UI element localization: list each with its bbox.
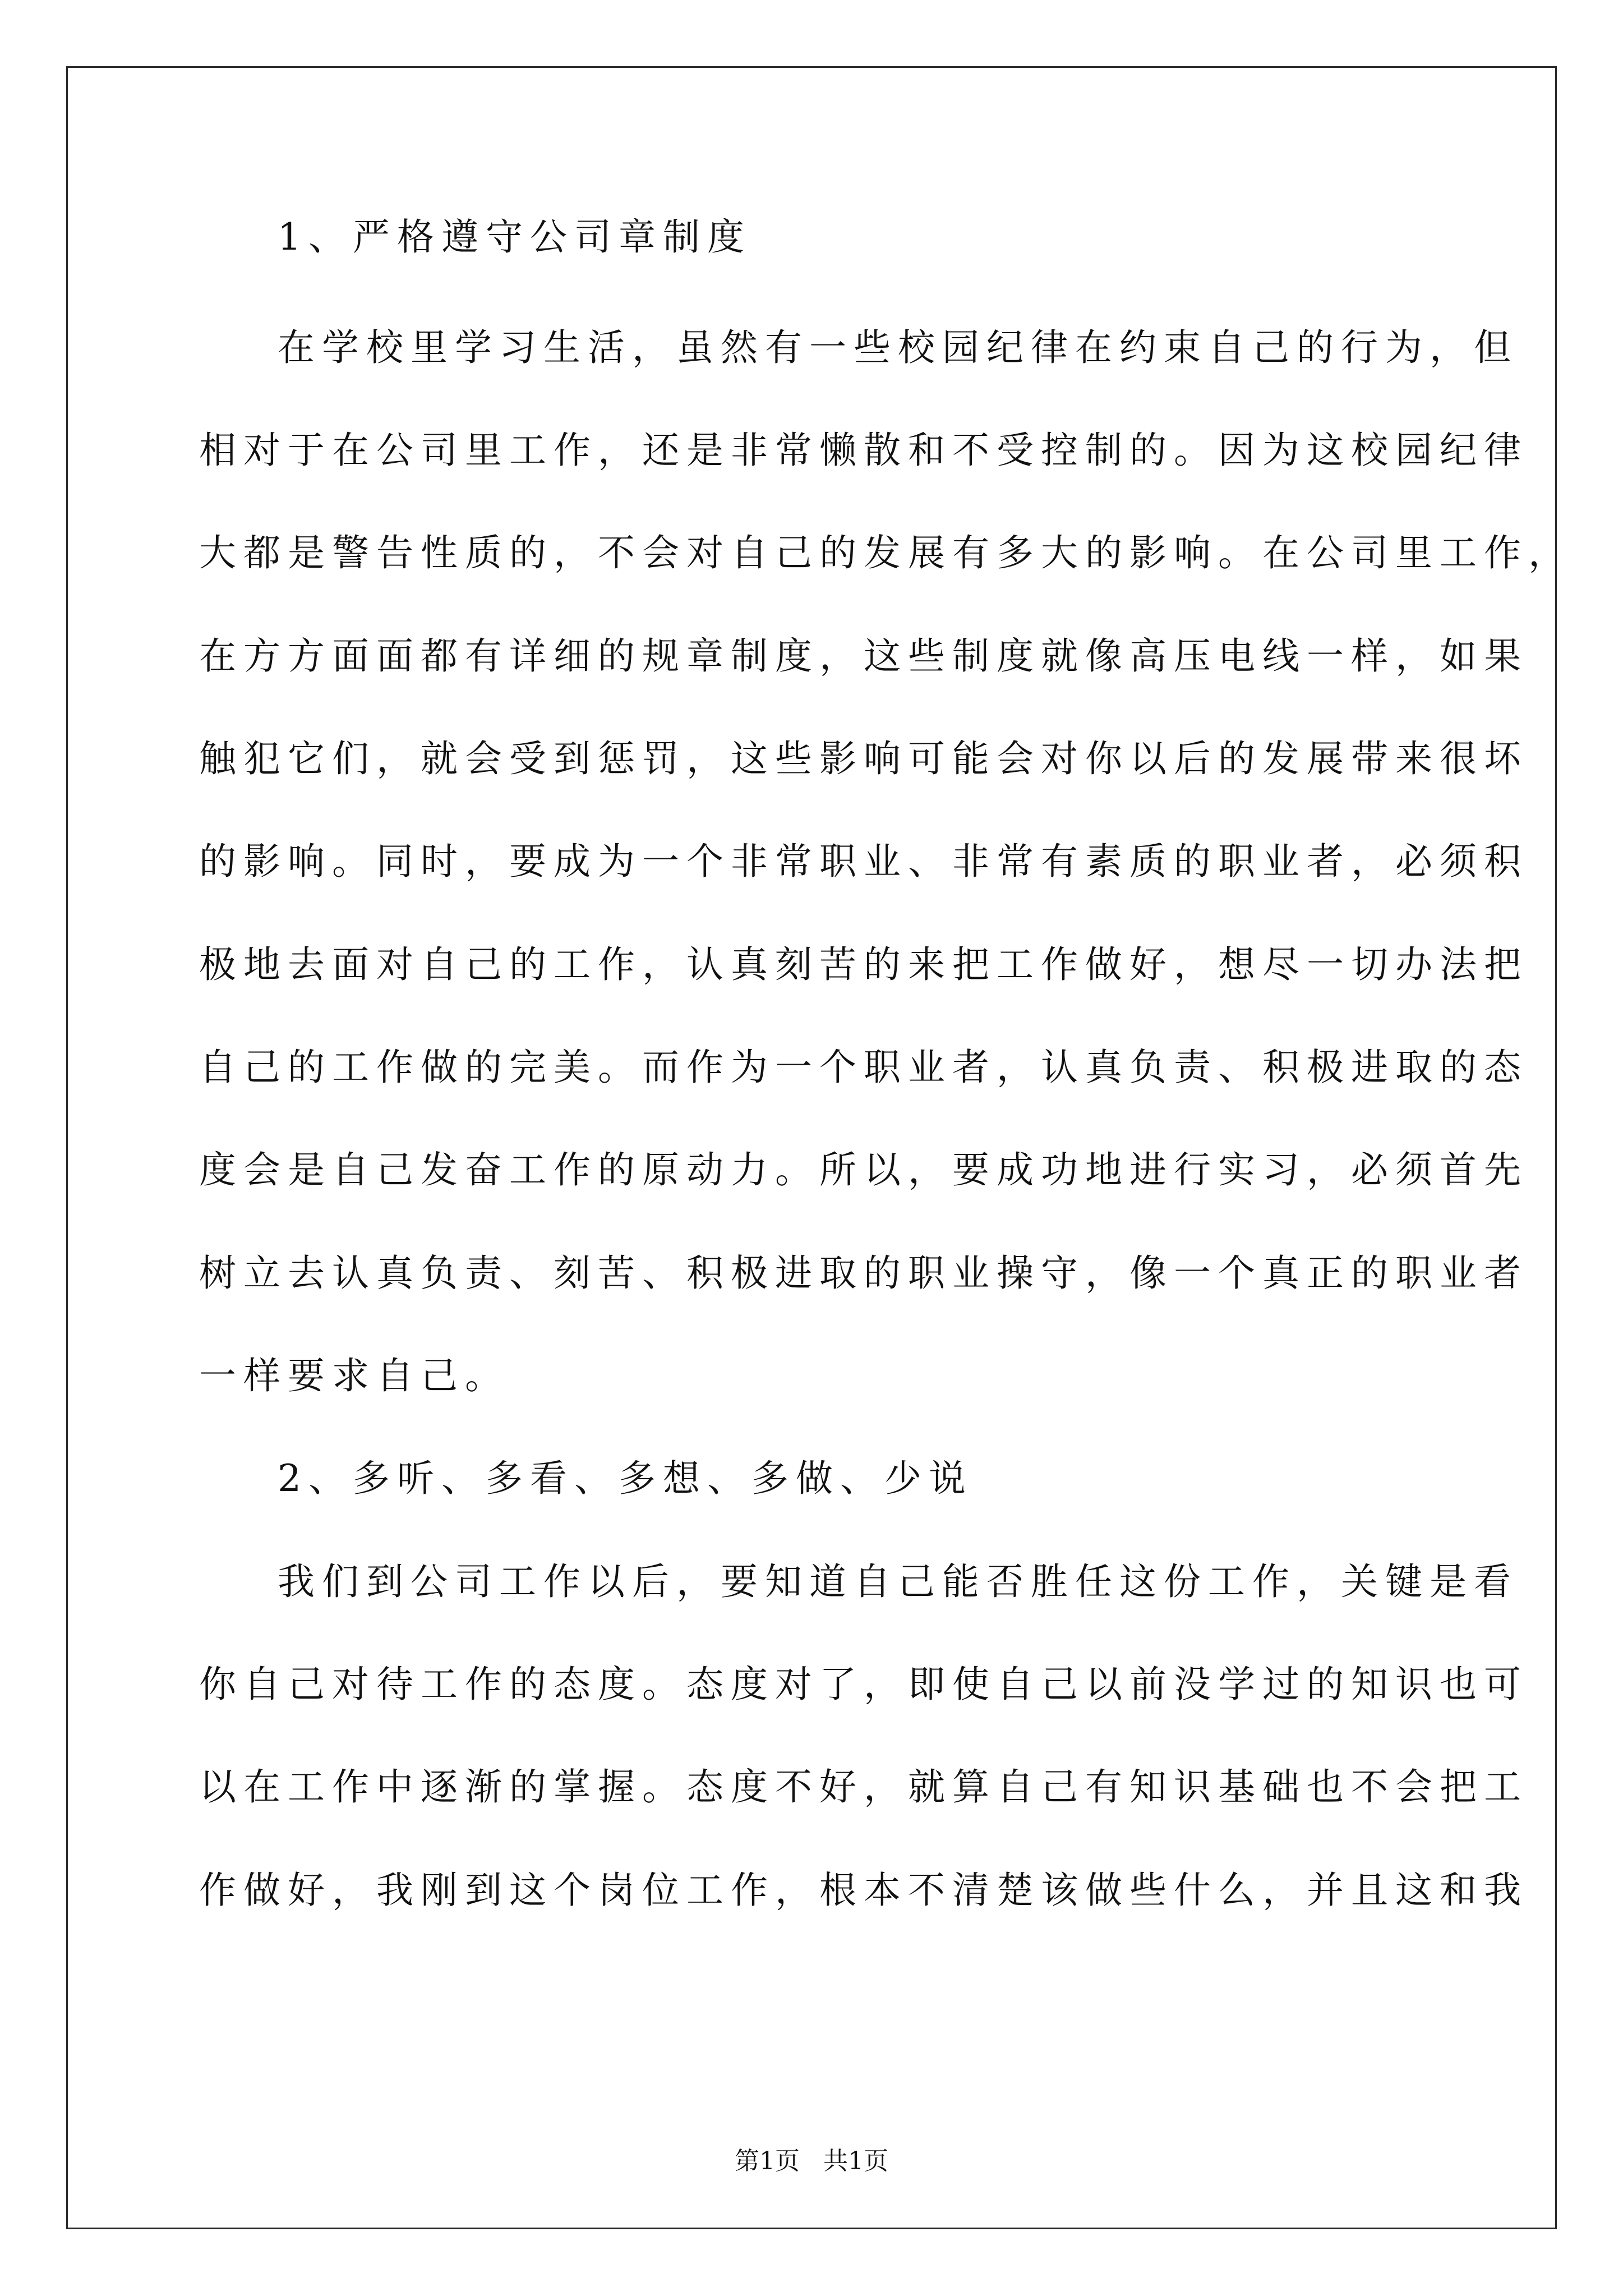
paragraph-line: 一样要求自己。 — [199, 1354, 509, 1397]
paragraph-line: 树立去认真负责、刻苦、积极进取的职业操守，像一个真正的职业者 — [199, 1251, 1528, 1295]
paragraph-line: 度会是自己发奋工作的原动力。所以，要成功地进行实习，必须首先 — [199, 1148, 1528, 1191]
paragraph-line: 触犯它们，就会受到惩罚，这些影响可能会对你以后的发展带来很坏 — [199, 737, 1528, 780]
section-heading-1: 1、严格遵守公司章制度 — [278, 215, 751, 259]
paragraph-line: 极地去面对自己的工作，认真刻苦的来把工作做好，想尽一切办法把 — [199, 943, 1528, 986]
section-heading-2: 2、多听、多看、多想、多做、少说 — [278, 1457, 973, 1500]
paragraph-line: 相对于在公司里工作，还是非常懒散和不受控制的。因为这校园纪律 — [199, 429, 1528, 472]
paragraph-line: 在方方面面都有详细的规章制度，这些制度就像高压电线一样，如果 — [199, 634, 1528, 678]
paragraph-line: 以在工作中逐渐的掌握。态度不好，就算自己有知识基础也不会把工 — [199, 1765, 1528, 1809]
paragraph-line: 我们到公司工作以后，要知道自己能否胜任这份工作，关键是看 — [278, 1560, 1518, 1603]
paragraph-line: 自己的工作做的完美。而作为一个职业者，认真负责、积极进取的态 — [199, 1046, 1528, 1089]
paragraph-line: 你自己对待工作的态度。态度对了，即使自己以前没学过的知识也可 — [199, 1663, 1528, 1706]
paragraph-line: 的影响。同时，要成为一个非常职业、非常有素质的职业者，必须积 — [199, 840, 1528, 883]
paragraph-line: 大都是警告性质的，不会对自己的发展有多大的影响。在公司里工作， — [199, 531, 1573, 574]
paragraph-line: 作做好，我刚到这个岗位工作，根本不清楚该做些什么，并且这和我 — [199, 1869, 1528, 1912]
paragraph-line: 在学校里学习生活，虽然有一些校园纪律在约束自己的行为，但 — [278, 326, 1518, 369]
page-footer: 第1页 共1页 — [735, 2147, 888, 2175]
